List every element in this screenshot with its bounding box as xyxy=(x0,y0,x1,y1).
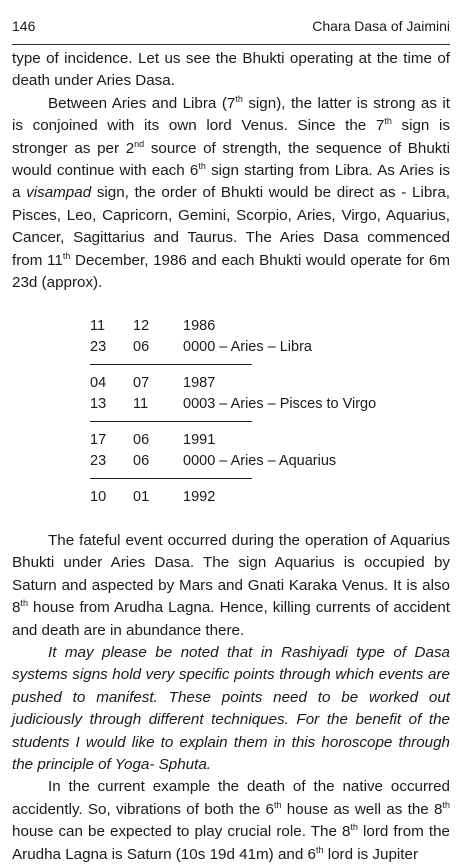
table-cell: 04 xyxy=(90,375,107,392)
table-row xyxy=(90,373,390,394)
table-row xyxy=(90,337,390,358)
bhukti-table xyxy=(90,316,390,508)
text-run: Between Aries and Libra (7 xyxy=(48,94,236,112)
table-row xyxy=(90,430,390,451)
table-cell: 0000 – Aries – Aquarius xyxy=(183,452,337,469)
table-cell: 06 xyxy=(133,452,150,469)
table-cell: 13 xyxy=(90,395,107,412)
text-run: In the current example the death of the native occurred accidently. So, vibrations of both the 6 xyxy=(12,778,450,818)
table-row xyxy=(90,487,390,508)
page-header xyxy=(12,0,450,45)
text-run: lord is Jupiter xyxy=(323,845,419,863)
text-run: sign is stronger as per 2 xyxy=(12,117,450,157)
superscript: th xyxy=(62,250,71,261)
text-run: sign), the latter is strong as it is conjoined with its own lord Venus. Since the 7 xyxy=(12,94,450,135)
table-row xyxy=(90,394,390,415)
page-body xyxy=(12,48,450,866)
table-cell: 06 xyxy=(133,432,150,449)
table-cell: 23 xyxy=(90,338,107,355)
table-cell: 06 xyxy=(133,338,150,355)
superscript: th xyxy=(315,844,324,855)
text-run: house as well as the 8 xyxy=(281,800,443,818)
paragraph-5 xyxy=(12,776,450,866)
table-cell: 10 xyxy=(90,489,107,506)
superscript: th xyxy=(442,799,450,810)
table-cell: 01 xyxy=(133,489,150,506)
text-run: sign, the order of Bhukti would be direct as - Libra, Pisces, Leo, Capricorn, Gemini, Scorpio, Aries, Virgo, Aquarius, Cancer, Sagittarius and Taurus. The Aries Dasa commenced from 11 xyxy=(12,184,450,269)
paragraph-4: It may please be noted that in Rashiyadi type of Dasa systems signs hold very specific points through which events are pushed to manifest. These points need to be worked out judiciously through different techniques. For the benefit of the students I would like to explain them in this horoscope through the principle of Yoga- Sphuta. xyxy=(12,644,450,774)
table-cell: 0000 – Aries – Libra xyxy=(183,338,312,355)
table-cell: 1992 xyxy=(183,489,216,506)
table-cell: 1986 xyxy=(183,318,216,335)
superscript: nd xyxy=(134,138,145,149)
table-cell: 11 xyxy=(133,395,149,412)
text-run: house can be expected to play crucial role. The 8 xyxy=(12,823,351,841)
table-cell: 1987 xyxy=(183,375,216,392)
superscript: th xyxy=(235,93,243,104)
text-run: lord from the Arudha Lagna is Saturn (10s 19d 41m) and 6 xyxy=(12,823,450,863)
paragraph-2 xyxy=(12,93,450,295)
italic-term: visampad xyxy=(26,184,92,202)
table-cell: 12 xyxy=(133,318,150,335)
table-row xyxy=(90,451,390,472)
table-cell: 11 xyxy=(90,318,106,335)
table-cell: 0003 – Aries – Pisces to Virgo xyxy=(183,395,377,412)
table-cell: 17 xyxy=(90,432,107,449)
table-divider xyxy=(90,478,252,479)
table-row xyxy=(90,316,390,337)
page-number: 146 xyxy=(12,18,36,34)
superscript: th xyxy=(198,160,206,171)
table-divider xyxy=(90,421,252,422)
text-run: The fateful event occurred during the operation of Aquarius Bhukti under Aries Dasa. The sign Aquarius is occupied by Saturn and aspected by Mars and Gnati Karaka Venus. It is also 8 xyxy=(12,531,450,617)
superscript: th xyxy=(350,822,358,833)
running-title: Chara Dasa of Jaimini xyxy=(312,18,450,34)
paragraph-3 xyxy=(12,530,450,642)
table-divider xyxy=(90,364,252,365)
table-cell: 23 xyxy=(90,452,107,469)
paragraph-1: type of incidence. Let us see the Bhukti operating at the time of death under Aries Dasa. xyxy=(12,50,450,90)
table-cell: 1991 xyxy=(183,432,216,449)
text-run: house from Arudha Lagna. Hence, killing currents of accident and death are in abundance there. xyxy=(12,599,450,639)
superscript: th xyxy=(384,116,392,127)
text-run: December, 1986 and each Bhukti would operate for 6m 23d (approx). xyxy=(12,251,450,292)
table-cell: 07 xyxy=(133,375,150,392)
text-run: source of strength, the sequence of Bhukti would continue with each 6 xyxy=(12,139,450,180)
superscript: th xyxy=(274,799,282,810)
superscript: th xyxy=(20,598,28,609)
text-run: sign starting from Libra. As Aries is a xyxy=(12,162,450,202)
